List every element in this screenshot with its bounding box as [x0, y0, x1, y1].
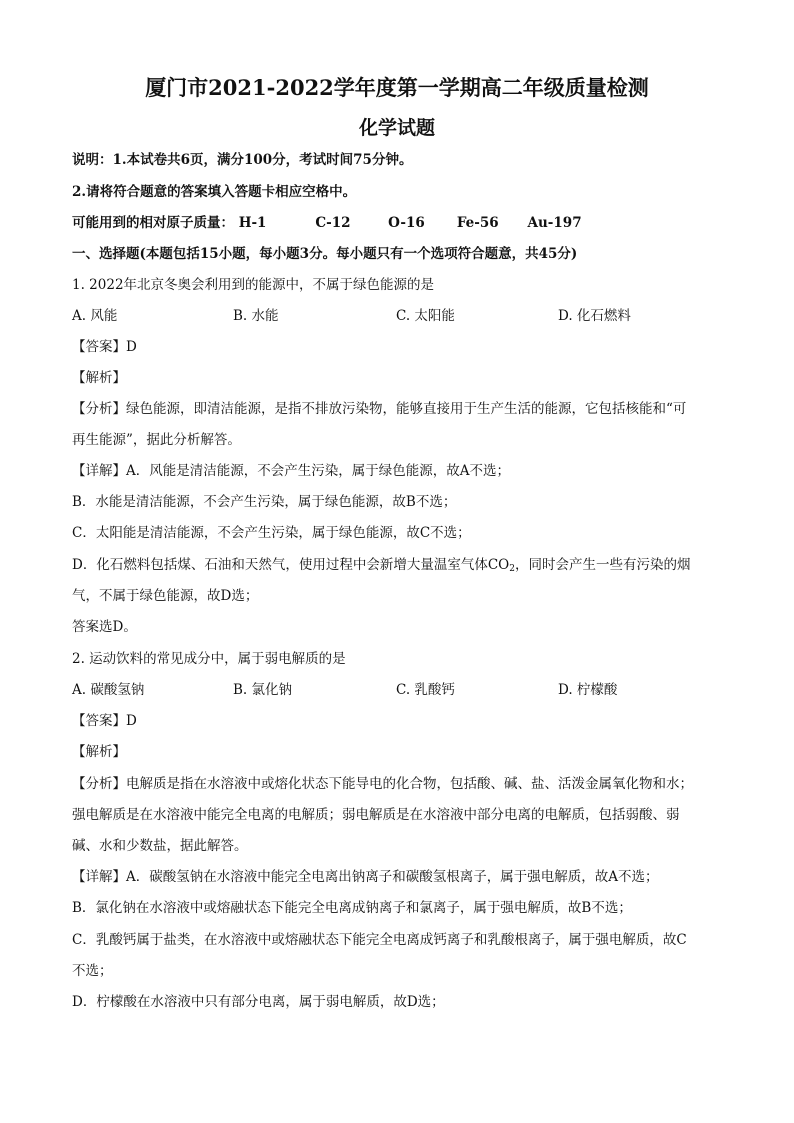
- q1-stem: 1. 2022年北京冬奥会利用到的能源中，不属于绿色能源的是: [72, 277, 435, 293]
- q2-option-a: A. 碳酸氢钠: [72, 682, 145, 698]
- mass-c: C-12: [315, 215, 351, 231]
- q1-detail-b: B．水能是清洁能源，不会产生污染，属于绿色能源，故B不选；: [72, 494, 457, 510]
- q1-detail-d-line-2: 气，不属于绿色能源，故D选；: [72, 588, 259, 604]
- q2-fenxi-line-2: 强电解质是在水溶液中能完全电离的电解质；弱电解质是在水溶液中部分电离的电解质，包括弱酸、弱: [72, 807, 680, 823]
- mass-o: O-16: [388, 215, 425, 231]
- q1-option-b: B. 水能: [233, 308, 279, 324]
- q1-option-c: C. 太阳能: [396, 308, 455, 324]
- q2-detail-c-line-1: C．乳酸钙属于盐类，在水溶液中或熔融状态下能完全电离成钙离子和乳酸根离子，属于强电解质，故C: [72, 932, 687, 948]
- q2-detail-d: D．柠檬酸在水溶液中只有部分电离，属于弱电解质，故D选；: [72, 994, 445, 1010]
- exam-title: 厦门市2021-2022学年度第一学期高二年级质量检测: [145, 75, 649, 100]
- q1-detail-d-pre: D．化石燃料包括煤、石油和天然气，使用过程中会新增大量温室气体CO: [72, 557, 510, 573]
- q1-detail-a: 【详解】A．风能是清洁能源，不会产生污染，属于绿色能源，故A不选；: [72, 463, 510, 479]
- q2-fenxi-line-1: 【分析】电解质是指在水溶液中或熔化状态下能导电的化合物，包括酸、碱、盐、活泼金属氧化物和水；: [72, 776, 693, 792]
- q1-detail-d-line-1: [72, 555, 690, 579]
- q1-analysis-label: 【解析】: [72, 370, 126, 386]
- q2-detail-b: B．氯化钠在水溶液中或熔融状态下能完全电离成钠离子和氯离子，属于强电解质，故B不选；: [72, 900, 632, 916]
- q2-option-c: C. 乳酸钙: [396, 682, 455, 698]
- note-line-1: 说明：1.本试卷共6页，满分100分，考试时间75分钟。: [72, 152, 413, 168]
- mass-au: Au-197: [527, 215, 582, 231]
- q2-stem: 2. 运动饮料的常见成分中，属于弱电解质的是: [72, 651, 346, 667]
- note-line-2: 2.请将符合题意的答案填入答题卡相应空格中。: [72, 184, 357, 200]
- atomic-masses-label: 可能用到的相对原子质量：: [72, 215, 234, 231]
- q1-answer: 【答案】D: [72, 339, 137, 355]
- co2-subscript: 2: [509, 564, 515, 574]
- mass-fe: Fe-56: [456, 215, 499, 231]
- section1-heading: 一、选择题(本题包括15小题，每小题3分。每小题只有一个选项符合题意，共45分): [72, 246, 578, 262]
- q1-option-d: D. 化石燃料: [558, 308, 631, 324]
- q2-option-d: D. 柠檬酸: [558, 682, 618, 698]
- mass-h: H-1: [238, 215, 267, 231]
- q1-option-a: A. 风能: [72, 308, 118, 324]
- q1-fenxi-line-1: 【分析】绿色能源，即清洁能源，是指不排放污染物，能够直接用于生产生活的能源，它包括核能和“可: [72, 401, 687, 417]
- q2-detail-a: 【详解】A．碳酸氢钠在水溶液中能完全电离出钠离子和碳酸氢根离子，属于强电解质，故A不选；: [72, 869, 659, 885]
- q1-fenxi-line-2: 再生能源”，据此分析解答。: [72, 432, 241, 448]
- exam-subtitle: 化学试题: [358, 117, 435, 139]
- q2-fenxi-line-3: 碱、水和少数盐，据此解答。: [72, 838, 248, 854]
- q1-detail-d-post: ，同时会产生一些有污染的烟: [514, 557, 691, 573]
- q2-answer: 【答案】D: [72, 713, 137, 729]
- q1-conclusion: 答案选D。: [72, 619, 137, 635]
- q1-detail-c: C．太阳能是清洁能源，不会产生污染，属于绿色能源，故C不选；: [72, 525, 471, 541]
- q2-detail-c-line-2: 不选；: [72, 963, 113, 979]
- q2-analysis-label: 【解析】: [72, 744, 126, 760]
- atomic-masses-line: [72, 213, 582, 233]
- q2-option-b: B. 氯化钠: [233, 682, 293, 698]
